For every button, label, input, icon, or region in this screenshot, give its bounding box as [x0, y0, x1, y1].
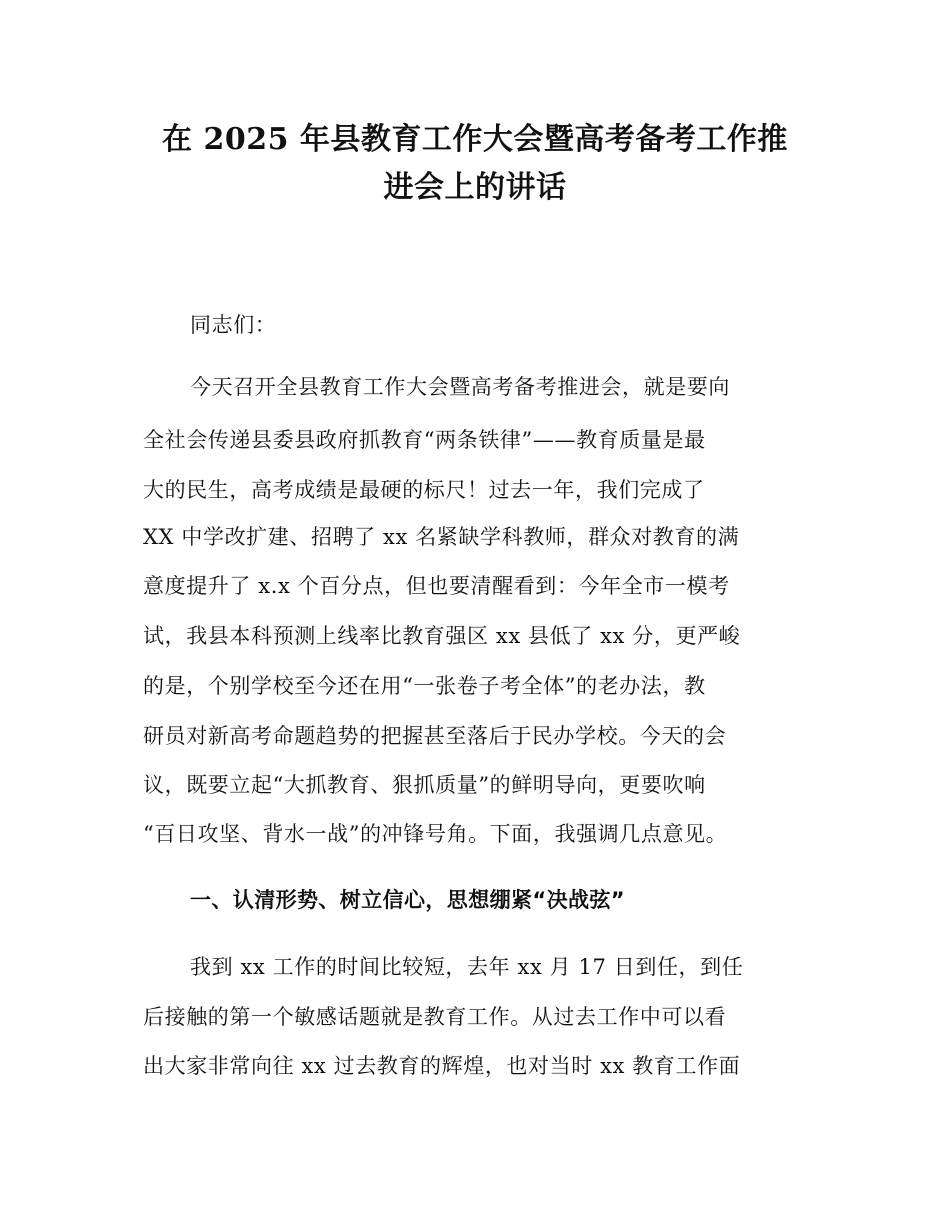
paragraph-1-line: 今天召开全县教育工作大会暨高考备考推进会，就是要向 [190, 375, 730, 399]
paragraph-1-line: 试，我县本科预测上线率比教育强区 xx 县低了 xx 分，更严峻 [143, 624, 741, 648]
paragraph-1-line: XX 中学改扩建、招聘了 xx 名紧缺学科教师，群众对教育的满 [143, 525, 740, 549]
paragraph-1-line: 大的民生，高考成绩是最硬的标尺！过去一年，我们完成了 [143, 478, 705, 502]
paragraph-1-line: 全社会传递县委县政府抓教育“两条铁律”——教育质量是最 [143, 428, 706, 452]
salutation: 同志们： [190, 313, 277, 337]
paragraph-2-line: 后接触的第一个敏感话题就是教育工作。从过去工作中可以看 [143, 1005, 727, 1029]
paragraph-1-line: 议，既要立起“大抓教育、狠抓质量”的鲜明导向，更要吹响 [143, 773, 706, 797]
paragraph-2-line: 出大家非常向往 xx 过去教育的辉煌，也对当时 xx 教育工作面 [143, 1054, 741, 1078]
document-title-line-1: 在 2025 年县教育工作大会暨高考备考工作推 [162, 122, 788, 157]
paragraph-1-line: 研员对新高考命题趋势的把握甚至落后于民办学校。今天的会 [143, 724, 727, 748]
paragraph-1-line: “百日攻坚、背水一战”的冲锋号角。下面，我强调几点意见。 [143, 822, 728, 846]
paragraph-1-line: 的是，个别学校至今还在用“一张卷子考全体”的老办法，教 [143, 674, 706, 698]
paragraph-1-line: 意度提升了 x.x 个百分点，但也要清醒看到：今年全市一模考 [143, 574, 730, 598]
paragraph-2-line: 我到 xx 工作的时间比较短，去年 xx 月 17 日到任，到任 [190, 955, 744, 979]
section-1-heading: 一、认清形势、树立信心，思想绷紧“决战弦” [190, 888, 626, 912]
document-title-line-2: 进会上的讲话 [383, 170, 567, 205]
